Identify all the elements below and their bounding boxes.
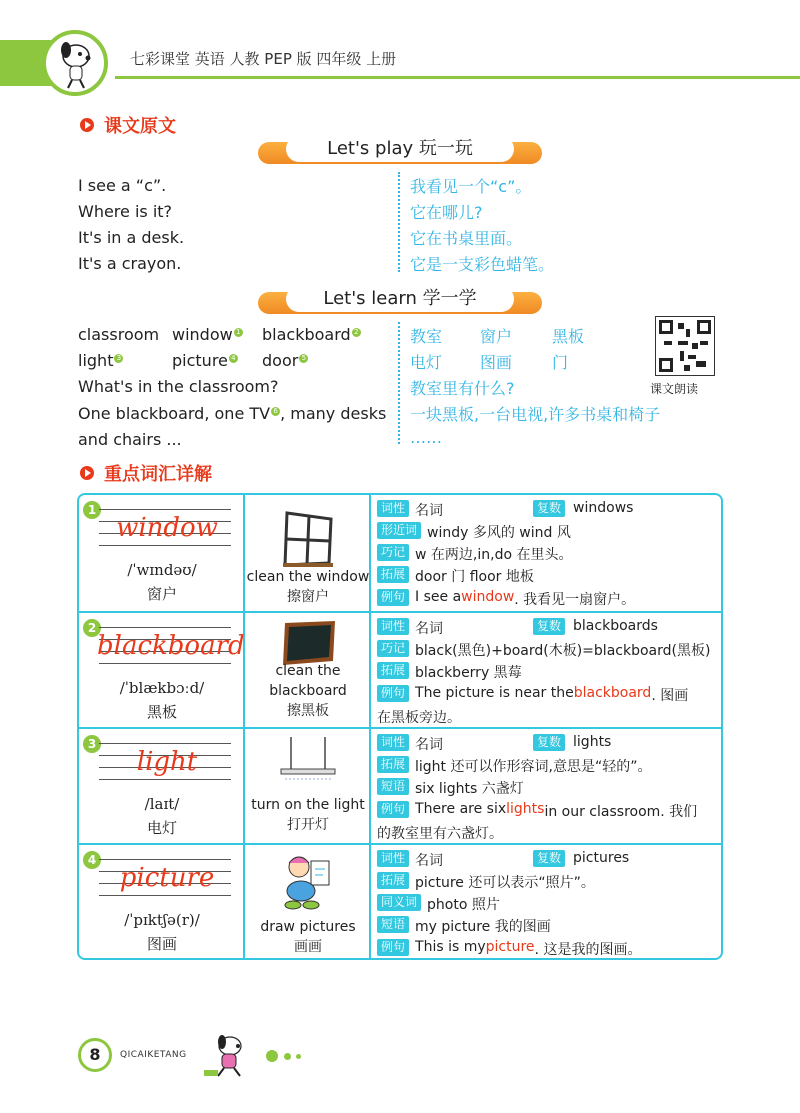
light-tube-icon — [273, 735, 343, 795]
detail-line: 短语 my picture 我的图画 — [377, 916, 551, 936]
vocab-picture-cell — [245, 845, 371, 960]
learn-word: blackboard $^2$ — [262, 325, 361, 344]
picture-caption-en: clean the window — [246, 569, 370, 585]
play-line-cn: 它是一支彩色蜡笔。 — [410, 255, 555, 274]
learn-question-cn: 教室里有什么? — [410, 379, 515, 398]
dog-mascot-icon — [200, 1030, 256, 1080]
vocab-meaning: 电灯 — [146, 819, 177, 837]
vocab-detail-cell — [371, 845, 721, 960]
lets-play-banner — [258, 138, 542, 164]
picture-caption-cn: 打开灯 — [287, 817, 329, 833]
detail-line: 巧记 w 在两边,in,do 在里头。 — [377, 544, 572, 564]
vocab-row-light — [79, 727, 721, 845]
picture-caption-en: draw pictures — [260, 919, 356, 935]
vocab-phonetic: /ˈwɪndəʊ/ — [127, 561, 197, 579]
detail-line: 拓展 blackberry 黑莓 — [377, 662, 522, 682]
detail-line: 词性 名词 复数 lights — [377, 734, 611, 754]
divider-dotted — [398, 172, 400, 272]
vocab-word-cell — [79, 613, 245, 729]
vocab-detail-cell — [371, 495, 721, 611]
qr-label: 课文朗读 — [650, 382, 699, 396]
picture-caption-cn: 擦窗户 — [287, 589, 329, 605]
detail-line: 同义词 photo 照片 — [377, 894, 500, 914]
play-arrow-icon — [80, 466, 94, 480]
play-line-en: It's in a desk. — [78, 228, 185, 247]
example-sentence: 例句 I see a window . 我看见一扇窗户。 — [377, 589, 635, 609]
vocab-number: 3 — [83, 735, 101, 753]
vocab-detail-cell — [371, 613, 721, 729]
detail-line: 短语 six lights 六盏灯 — [377, 778, 524, 798]
play-line-cn: 它在哪儿? — [410, 203, 483, 222]
mascot-logo — [42, 30, 108, 96]
vocab-detail-cell — [371, 729, 721, 845]
detail-line: 巧记 black(黑色)+board(木板)=blackboard(黑板) — [377, 640, 710, 660]
footer-brand: QICAIKETANG — [120, 1050, 187, 1060]
divider-dotted — [398, 322, 400, 444]
section-title-text-label: 课文原文 — [104, 116, 176, 137]
vocab-row-window — [79, 495, 721, 611]
learn-answer-cn: …… — [410, 428, 442, 447]
decor-dot — [296, 1054, 301, 1059]
decor-dot — [266, 1050, 278, 1062]
window-icon — [273, 509, 343, 569]
vocab-row-blackboard — [79, 611, 721, 729]
vocab-word: picture — [119, 863, 215, 893]
vocab-row-picture — [79, 843, 721, 960]
detail-line: 形近词 windy 多风的 wind 风 — [377, 522, 571, 542]
learn-word-cn: 窗户 — [480, 327, 513, 346]
learn-answer-en: One blackboard, one TV $^6$ , many desks — [78, 404, 387, 423]
learn-word-cn: 黑板 — [552, 327, 585, 346]
learn-word: classroom — [78, 325, 160, 344]
detail-line: 拓展 door 门 floor 地板 — [377, 566, 534, 586]
vocab-word-cell — [79, 495, 245, 611]
play-line-en: I see a “c”. — [78, 176, 167, 195]
learn-answer-en: and chairs ... — [78, 430, 182, 449]
picture-caption-en: blackboard — [269, 683, 347, 699]
vocab-picture-cell — [245, 729, 371, 845]
vocab-word: light — [136, 747, 198, 777]
learn-word-cn: 电灯 — [410, 353, 443, 372]
vocab-picture-cell — [245, 613, 371, 729]
learn-answer-cn: 一块黑板,一台电视,许多书桌和椅子 — [410, 405, 661, 424]
learn-word-cn: 门 — [552, 353, 569, 372]
vocab-word-cell — [79, 845, 245, 960]
picture-caption-en: turn on the light — [251, 797, 365, 813]
learn-word-cn: 图画 — [480, 353, 513, 372]
detail-line: 词性 名词 复数 pictures — [377, 850, 629, 870]
lets-learn-banner — [258, 288, 542, 314]
vocab-meaning: 黑板 — [146, 703, 177, 721]
learn-word: door $^5$ — [262, 351, 308, 370]
detail-line: 拓展 light 还可以作形容词,意思是“轻的”。 — [377, 756, 651, 776]
learn-word: light $^3$ — [78, 351, 123, 370]
page-number: 8 — [78, 1038, 112, 1072]
vocab-picture-cell — [245, 495, 371, 611]
vocab-table — [77, 493, 723, 960]
vocab-number: 4 — [83, 851, 101, 869]
book-title: 七彩课堂 英语 人教 PEP 版 四年级 上册 — [130, 50, 397, 68]
example-sentence: 例句 The picture is near the blackboard . 图画 — [377, 685, 688, 705]
detail-line: 拓展 picture 还可以表示“照片”。 — [377, 872, 595, 892]
dog-mascot-icon — [46, 34, 104, 92]
picture-caption-cn: 画画 — [294, 939, 322, 955]
vocab-word-cell — [79, 729, 245, 845]
header-rule — [115, 76, 800, 79]
example-sentence: 例句 This is my picture . 这是我的图画。 — [377, 939, 641, 959]
play-line-cn: 我看见一个“c”。 — [410, 177, 532, 196]
vocab-meaning: 图画 — [146, 935, 177, 953]
section-title-text — [80, 112, 176, 138]
learn-word: picture $^4$ — [172, 351, 238, 370]
vocab-number: 2 — [83, 619, 101, 637]
vocab-phonetic: /ˈblækbɔːd/ — [119, 679, 205, 697]
vocab-word: blackboard — [97, 631, 245, 661]
lets-play-title: Let's play 玩一玩 — [286, 136, 514, 162]
lets-learn-title: Let's learn 学一学 — [286, 286, 514, 312]
vocab-phonetic: /ˈpɪktʃə(r)/ — [124, 911, 200, 929]
learn-word: window $^1$ — [172, 325, 243, 344]
example-sentence: 例句 There are six lights in our classroom. 我们 — [377, 801, 697, 821]
learn-question-en: What's in the classroom? — [78, 377, 279, 396]
play-line-en: It's a crayon. — [78, 254, 182, 273]
qr-code[interactable] — [655, 316, 715, 376]
vocab-meaning: 窗户 — [146, 585, 177, 603]
detail-line: 词性 名词 复数 windows — [377, 500, 633, 520]
play-arrow-icon — [80, 118, 94, 132]
picture-caption-cn: 擦黑板 — [287, 703, 329, 719]
example-sentence-cont: 的教室里有六盏灯。 — [377, 826, 503, 842]
play-line-cn: 它在书桌里面。 — [410, 229, 523, 248]
decor-dot — [284, 1053, 291, 1060]
play-line-en: Where is it? — [78, 202, 173, 221]
section-title-vocab — [80, 460, 212, 486]
vocab-phonetic: /laɪt/ — [144, 795, 180, 813]
section-title-vocab-label: 重点词汇详解 — [104, 464, 212, 485]
child-drawing-icon — [273, 851, 343, 911]
detail-line: 词性 名词 复数 blackboards — [377, 618, 658, 638]
example-sentence-cont: 在黑板旁边。 — [377, 710, 461, 726]
picture-caption-en: clean the — [275, 663, 341, 679]
vocab-number: 1 — [83, 501, 101, 519]
learn-word-cn: 教室 — [410, 327, 443, 346]
vocab-word: window — [116, 513, 218, 543]
